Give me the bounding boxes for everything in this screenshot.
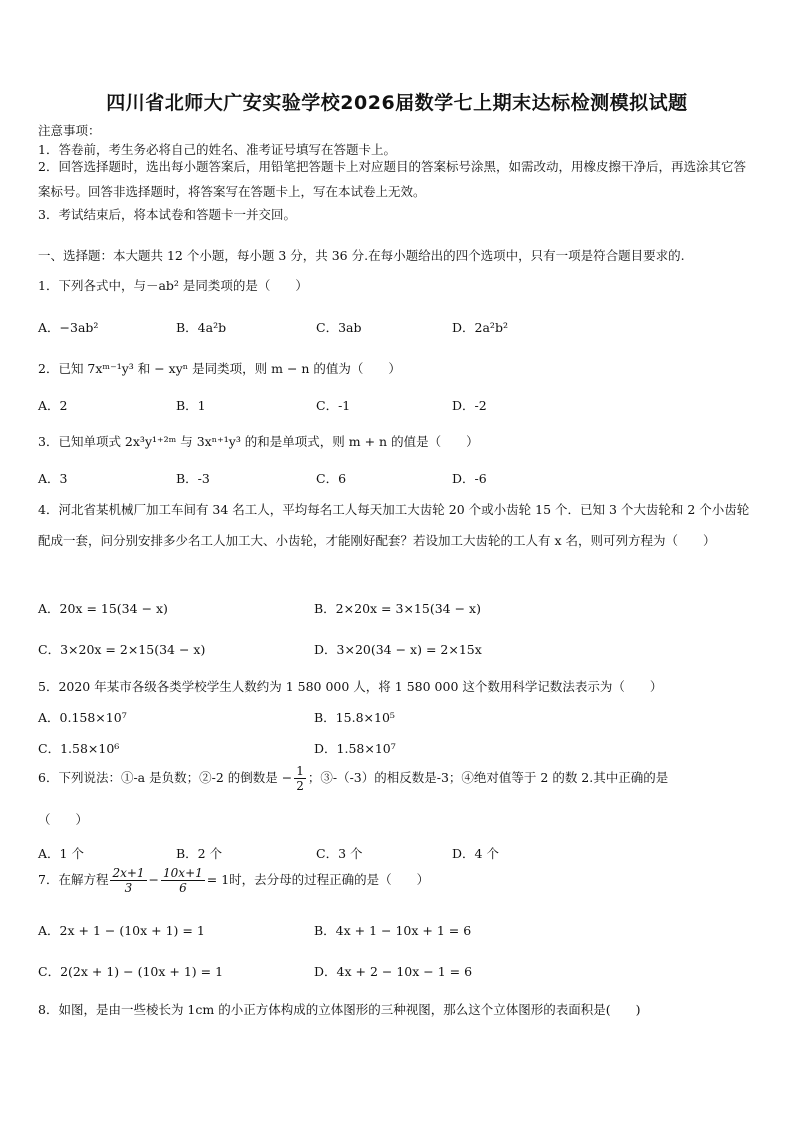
q6-answer-bracket: （ ） [38,812,89,827]
q4-option-a: A．20x = 15(34 − x) [38,601,168,616]
q7-fraction-2 [161,866,205,895]
q7-option-d: D．4x + 2 − 10x − 1 = 6 [314,964,473,979]
q4-option-c: C．3×20x = 2×15(34 − x) [38,642,206,657]
question-4-stem: 4．河北省某机械厂加工车间有 34 名工人，平均每名工人每天加工大齿轮 20 个或小齿轮 15 个．已知 3 个大齿轮和 2 个小齿轮配成一套，问分别安排多少名工人加工大、小齿轮，才能刚好配套？若设加工大齿轮的工人有 x 名，则可列方程为（ ） [38,502,750,548]
question-8-stem: 8．如图，是由一些棱长为 1cm 的小正方体构成的立体图形的三种视图，那么这个立体图形的表面积是( ) [38,1002,641,1017]
page-title: 四川省北师大广安实验学校2026届数学七上期末达标检测模拟试题 [106,92,688,114]
q6-frac-num: 1 [296,764,304,778]
q1-option-b: B．4a²b [176,320,227,335]
question-6-stem [38,764,668,793]
q7-f1-num: 2x+1 [112,866,145,880]
q1-option-d: D．2a²b² [452,320,508,335]
q6-option-d: D．4 个 [452,846,499,861]
q1-option-a: A．−3ab² [38,320,99,335]
q6-option-c: C．3 个 [316,846,363,861]
q7-option-c: C．2(2x + 1) − (10x + 1) = 1 [38,964,224,979]
notice-item-1: 1．答卷前，考生务必将自己的姓名、准考证号填写在答题卡上。 [38,142,396,157]
q4-option-b: B．2×20x = 3×15(34 − x) [314,601,481,616]
q6-frac-den: 2 [296,779,304,793]
section-heading: 一、选择题：本大题共 12 个小题，每小题 3 分，共 36 分.在每小题给出的四个选项中，只有一项是符合题目要求的. [38,248,685,263]
q3-option-b: B．-3 [176,471,210,486]
notice-item-2: 2．回答选择题时，选出每小题答案后，用铅笔把答题卡上对应题目的答案标号涂黑，如需改动，用橡皮擦干净后，再选涂其它答案标号。回答非选择题时，将答案写在答题卡上，写在本试卷上无效。 [38,159,746,199]
notice-item-3: 3．考试结束后，将本试卷和答题卡一并交回。 [38,207,296,222]
q7-f2-den: 6 [179,881,187,895]
q6-stem-part-b: ；③-（-3）的相反数是-3；④绝对值等于 2 的数 2.其中正确的是 [307,770,669,785]
q6-fraction [294,764,306,793]
q4-option-d: D．3×20(34 − x) = 2×15x [314,642,482,657]
q6-stem-part-a: 6．下列说法：①-a 是负数；②-2 的倒数是 − [38,770,293,785]
q2-option-b: B．1 [176,398,206,413]
notice-heading: 注意事项： [38,123,101,138]
q3-option-a: A．3 [38,471,68,486]
q7-option-a: A．2x + 1 − (10x + 1) = 1 [38,923,205,938]
question-2-stem: 2．已知 7xᵐ⁻¹y³ 和 − xyⁿ 是同类项，则 m − n 的值为（ ） [38,361,401,376]
q7-option-b: B．4x + 1 − 10x + 1 = 6 [314,923,472,938]
q7-minus: − [148,872,160,887]
q6-option-b: B．2 个 [176,846,223,861]
q7-stem-part-a: 7．在解方程 [38,872,109,887]
q3-option-d: D．-6 [452,471,487,486]
q2-option-a: A．2 [38,398,68,413]
question-3-stem: 3．已知单项式 2x³y¹⁺²ᵐ 与 3xⁿ⁺¹y³ 的和是单项式，则 m + n 的值是（ ） [38,434,479,449]
question-5-stem: 5．2020 年某市各级各类学校学生人数约为 1 580 000 人，将 1 580 000 这个数用科学记数法表示为（ ） [38,679,663,694]
question-1-stem: 1．下列各式中，与－ab² 是同类项的是（ ） [38,278,308,293]
q6-option-a: A．1 个 [38,846,84,861]
q1-option-c: C．3ab [316,320,362,335]
q5-option-a: A．0.158×10⁷ [38,710,127,725]
q2-option-d: D．-2 [452,398,487,413]
q7-f1-den: 3 [124,881,133,895]
q5-option-c: C．1.58×10⁶ [38,741,120,756]
q7-stem-part-b: = 1时，去分母的过程正确的是（ ） [206,872,430,887]
q5-option-b: B．15.8×10⁵ [314,710,395,725]
q2-option-c: C．-1 [316,398,351,413]
question-7-stem [38,866,429,895]
q7-fraction-1 [110,866,146,895]
q3-option-c: C．6 [316,471,347,486]
q7-f2-num: 10x+1 [163,866,203,880]
q5-option-d: D．1.58×10⁷ [314,741,396,756]
